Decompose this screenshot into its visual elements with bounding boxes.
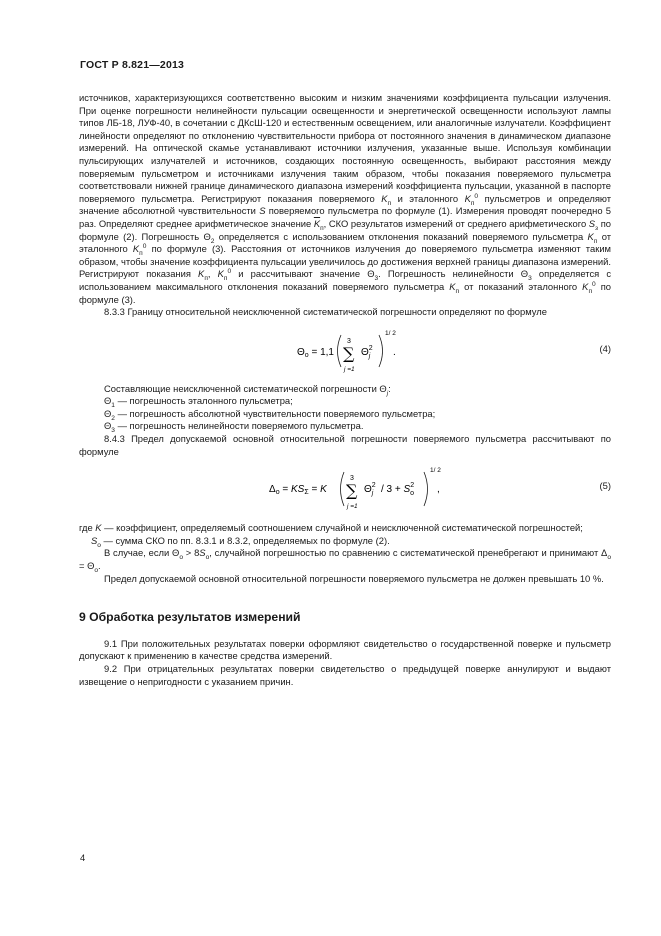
- sum-lower-limit: j =1: [347, 503, 358, 511]
- power-exponent: 1/ 2: [430, 467, 441, 475]
- text-run: где: [79, 522, 93, 534]
- text-run: и рассчитывают значение: [238, 268, 361, 280]
- text-run: . Погрешность нелинейности: [378, 268, 514, 280]
- paragraph-8-3-3: 8.3.3 Границу относительной неисключенной систематической погрешности определяют по формуле: [104, 306, 547, 318]
- text-run: определяется с использованием отклонения показаний поверяемого пульсметра: [218, 230, 584, 242]
- text-run: , случайной погрешностью по сравнению с систематической пренебрегают и принимают: [209, 547, 599, 559]
- list-item: $\Theta_1$ — погрешность эталонного пульсметра;: [104, 395, 293, 410]
- left-paren: [338, 335, 342, 367]
- formula-4-graphic: [79, 321, 611, 379]
- text-run: по формуле (3).: [79, 280, 612, 305]
- sum-upper-limit: 3: [347, 337, 351, 345]
- sum-sign: ∑: [346, 481, 358, 501]
- gloss-k: где K — коэффициент, определяемый соотношением случайной и неисключенной систематической погрешностей;: [79, 522, 583, 534]
- gloss-s0: $S_о$ — сумма СКО по пп. 8.3.1 и 8.3.2, определяемых по формуле (2).: [91, 534, 390, 549]
- paragraph-9-1: 9.1 При положительных результатах поверки оформляют свидетельство о государственной поверке и пульсметр допускают к применению в качестве средства измерений.: [79, 637, 611, 662]
- components-list: [79, 395, 611, 433]
- sum-sign: ∑: [343, 343, 355, 363]
- paragraph-limit: Предел допускаемой основной относительной погрешности поверяемого пульсметра не должен превышать 10 %.: [104, 572, 604, 584]
- list-item: $\Theta_3$ — погрешность нелинейности поверяемого пульсметра.: [104, 420, 364, 435]
- standard-header: ГОСТ Р 8.821—2013: [80, 59, 185, 71]
- divisor-term: / $3 + S^2$ о: [381, 482, 415, 498]
- list-item: $\Theta_2$ — погрешность абсолютной чувствительности поверяемого пульсметра;: [104, 407, 436, 422]
- sum-term: $\Theta^2$ j: [364, 482, 376, 498]
- text-run: источников, характеризующихся соответственно высоким и низким значениями коэффициента пульсации излучения. При оценке погрешности нелинейности пульсации освещенности и энергетической освещенности используют лампы типов ЛБ-18, ЛУФ-40, в сочетании с ДКсШ-120 и естественным освещением, или аналогичные излучатели. Коэффициент линейности определяют по отклонению чувствительности прибора от постоянного значения в динамическом диапазоне измерений. На оптической скамье устанавливают источники излучения, указанные выше. Используя комбинации пульсирующих излучателей и источников, создающих постоянную освещенность, выбирают расстояния между поверяемым пульсметром и источниками излучения таким образом, чтобы показания поверяемого пульсметра соответствовали нижней границе динамического диапазона измерений коэффициента пульсации, указанной в паспорте поверяемого пульсметра. Регистрируют показания поверяемого: [79, 92, 611, 204]
- power-exponent: 1/ 2: [385, 329, 396, 337]
- text-run: В случае, если: [104, 547, 170, 559]
- formula-4-lhs: $\Theta_о = 1,1$: [297, 346, 334, 359]
- page-number: 4: [80, 852, 86, 863]
- sum-lower-limit: j =1: [344, 365, 355, 373]
- right-paren: [424, 472, 428, 506]
- sum-upper-limit: 3: [350, 475, 354, 483]
- text-run: — коэффициент, определяемый соотношением случайной и неисключенной систематической погрешностей;: [104, 522, 583, 534]
- text-run: , СКО результатов измерений от среднего арифметического: [323, 217, 587, 229]
- list-item-text: — погрешность нелинейности поверяемого пульсметра.: [117, 420, 364, 432]
- left-paren: [341, 472, 345, 506]
- list-item-text: — погрешность абсолютной чувствительности поверяемого пульсметра;: [117, 407, 436, 419]
- text-run: определяется с использованием максимального отклонения показаний поверяемого пульсметра: [79, 268, 612, 292]
- paragraph-method: источников, характеризующихся соответственно высоким и низким значениями коэффициента пульсации излучения. При оценке погрешности нелинейности пульсации освещенности и энергетической освещенности используют лампы типов ЛБ-18, ЛУФ-40, в сочетании с ДКсШ-120 и естественным освещением, или аналогичные излучатели. Коэффициент линейности определяют по отклонению чувствительности прибора от постоянного значения в динамическом диапазоне измерений. На оптической скамье устанавливают источники излучения, указанные выше. Используя комбинации пульсирующих излучателей и источников, создающих постоянную освещенность, выбирают расстояния между поверяемым пульсметром и источниками излучения таким образом, чтобы показания поверяемого пульсметра соответствовали нижней границе динамического диапазона измерений коэффициента пульсации, указанной в паспорте поверяемого пульсметра. Регистрируют показания поверяемого $K_п$ и эталонного $K_п^0$ пульсметров и определяют значение абсолютной чувствительности S поверяемого пульсметра по формуле (1). Измерения проводят поочередно 5 раз. Определяют среднее арифметическое значение $\overline{K}_п$, СКО результатов измерений от среднего арифметического $S_з$ по формуле (2). Погрешность $\Theta_2$ определяется с использованием отклонения показаний поверяемого пульсметра $K_п$ от эталонного $K_п^0$ по формуле (3). Расстояния от источников излучения до поверяемого пульсметра изменяют таким образом, чтобы значение коэффициента пульсации увеличилось до достижения верхней границы диапазона измерений. Регистрируют показания $K_п$, $K_п^0$ и рассчитывают значение $\Theta_3$. Погрешность нелинейности $\Theta_3$ определяется с использованием максимального отклонения показаний поверяемого пульсметра $K_п$ от показаний эталонного $K_п^0$ по формуле (3).: [79, 92, 612, 305]
- formula-4: [79, 321, 611, 379]
- sum-term: $\Theta^2$ j: [361, 344, 373, 360]
- formula-5-graphic: [79, 460, 611, 518]
- paragraph-components-intro: Составляющие неисключенной систематической погрешности $\Theta_j$:: [104, 382, 391, 397]
- text-run: по формуле (3). Расстояния от источников излучения до поверяемого пульсметра изменяют таким образом, чтобы значение коэффициента пульсации увеличилось до достижения верхней границы диапазона измерений. Регистрируют показания: [79, 243, 611, 280]
- page-content: [79, 92, 611, 688]
- text-run: по формуле (2). Погрешность: [79, 217, 611, 242]
- equation-number-5: (5): [599, 480, 611, 492]
- paragraph-case: В случае, если $\Theta_о > 8S_о$, случайной погрешностью по сравнению с систематической пренебрегают и принимают $\Delta_о = \Theta_о$.: [79, 547, 611, 574]
- formula-5: [79, 460, 611, 518]
- text-run: пульсметров и определяют значение абсолютной чувствительности: [79, 192, 612, 217]
- text-run: поверяемого пульсметра по формуле (1). Измерения проводят поочередно 5 раз. Определяют среднее арифметическое значение: [79, 205, 612, 229]
- paragraph-9-2: 9.2 При отрицательных результатах поверки свидетельство о предыдущей поверке аннулируют и выдают извещение о непригодности с указанием причин.: [79, 663, 611, 687]
- section-9-title: 9 Обработка результатов измерений: [79, 610, 301, 625]
- text-run: от эталонного: [79, 230, 611, 255]
- list-item-text: — погрешность эталонного пульсметра;: [117, 395, 293, 407]
- paragraph-8-4-3: 8.4.3 Предел допускаемой основной относительной погрешности поверяемого пульсметра рассчитывают по формуле: [79, 433, 611, 457]
- text-run: и эталонного: [397, 192, 459, 204]
- equation-number-4: (4): [599, 342, 611, 354]
- formula-end-dot: .: [393, 346, 396, 358]
- text-run: — сумма СКО по пп. 8.3.1 и 8.3.2, определяемых по формуле (2).: [103, 534, 390, 546]
- formula-end-comma: ,: [437, 484, 440, 496]
- formula-5-lhs: $\Delta_о = KS_\Sigma = K$: [269, 484, 327, 497]
- text-run: от показаний эталонного: [464, 280, 578, 292]
- text-run: Составляющие неисключенной систематической погрешности: [104, 382, 377, 394]
- right-paren: [379, 335, 383, 367]
